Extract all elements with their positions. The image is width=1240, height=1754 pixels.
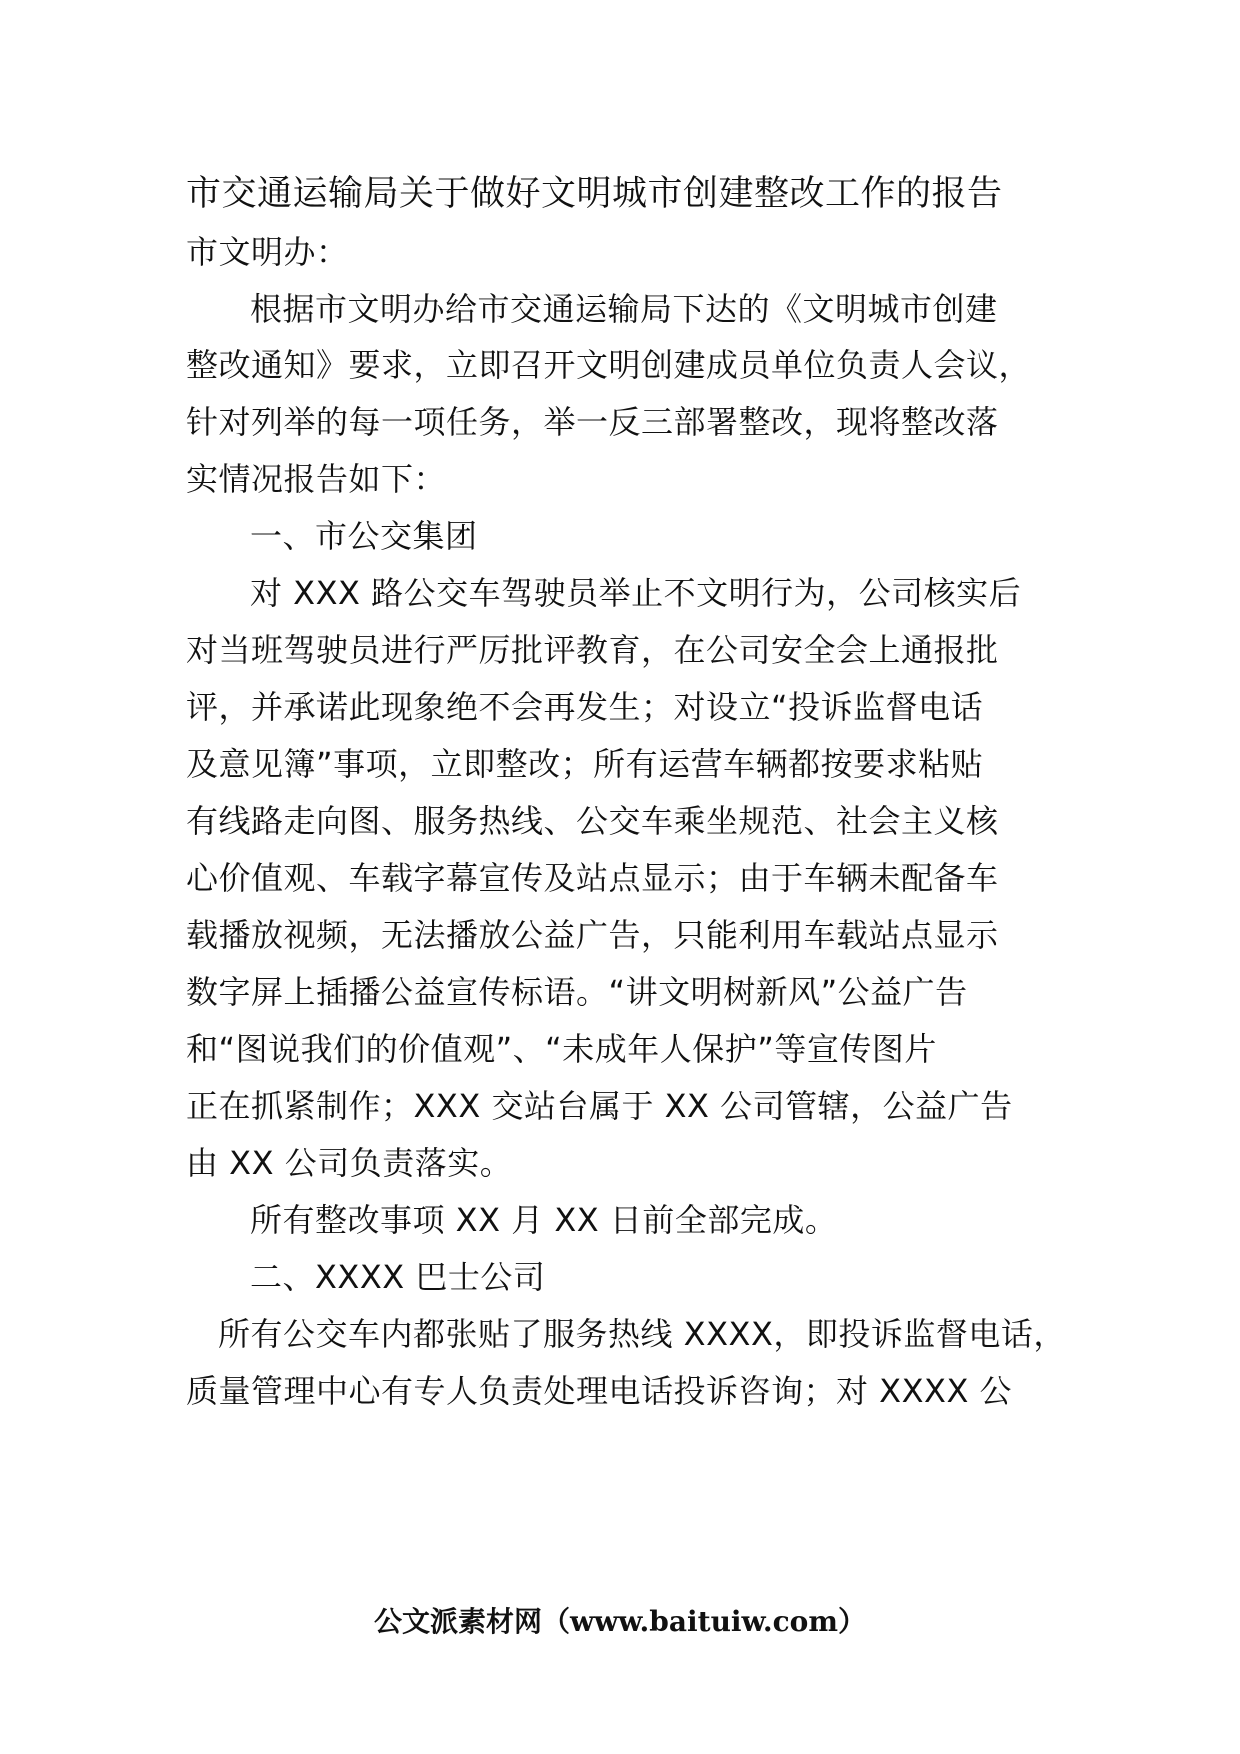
- paragraph-line: 所有公交车内都张贴了服务热线 XXXX，即投诉监督电话，: [218, 1315, 1066, 1353]
- paragraph-line: 实情况报告如下：: [186, 460, 447, 498]
- paragraph-line: 对 XXX 路公交车驾驶员举止不文明行为，公司核实后: [250, 574, 1022, 612]
- paragraph-line: 质量管理中心有专人负责处理电话投诉咨询；对 XXXX 公: [186, 1372, 1013, 1410]
- paragraph-line: 所有整改事项 XX 月 XX 日前全部完成。: [250, 1201, 838, 1239]
- footer-watermark: 公文派素材网（www.baituiw.com）: [374, 1605, 866, 1638]
- paragraph-line: 对当班驾驶员进行严厉批评教育，在公司安全会上通报批: [186, 631, 999, 669]
- paragraph-line: 正在抓紧制作；XXX 交站台属于 XX 公司管辖，公益广告: [186, 1087, 1013, 1125]
- section-heading: 二、XXXX 巴士公司: [250, 1258, 546, 1296]
- paragraph-line: 根据市文明办给市交通运输局下达的《文明城市创建: [250, 290, 998, 328]
- document-title: 市交通运输局关于做好文明城市创建整改工作的报告: [186, 174, 1003, 214]
- paragraph-line: 针对列举的每一项任务，举一反三部署整改，现将整改落: [186, 403, 999, 441]
- paragraph-line: 数字屏上插播公益宣传标语。“讲文明树新风”公益广告: [186, 973, 968, 1011]
- paragraph-line: 由 XX 公司负责落实。: [186, 1144, 513, 1182]
- paragraph-line: 及意见簿”事项，立即整改；所有运营车辆都按要求粘贴: [186, 745, 984, 783]
- paragraph-line: 整改通知》要求，立即召开文明创建成员单位负责人会议，: [186, 346, 1032, 384]
- paragraph-line: 和“图说我们的价值观”、“未成年人保护”等宣传图片: [186, 1030, 937, 1068]
- salutation: 市文明办：: [186, 233, 349, 271]
- paragraph-line: 心价值观、车载字幕宣传及站点显示；由于车辆未配备车: [186, 859, 999, 897]
- paragraph-line: 有线路走向图、服务热线、公交车乘坐规范、社会主义核: [186, 802, 999, 840]
- paragraph-line: 评，并承诺此现象绝不会再发生；对设立“投诉监督电话: [186, 688, 984, 726]
- section-heading: 一、市公交集团: [250, 517, 478, 555]
- paragraph-line: 载播放视频，无法播放公益广告，只能利用车载站点显示: [186, 916, 999, 954]
